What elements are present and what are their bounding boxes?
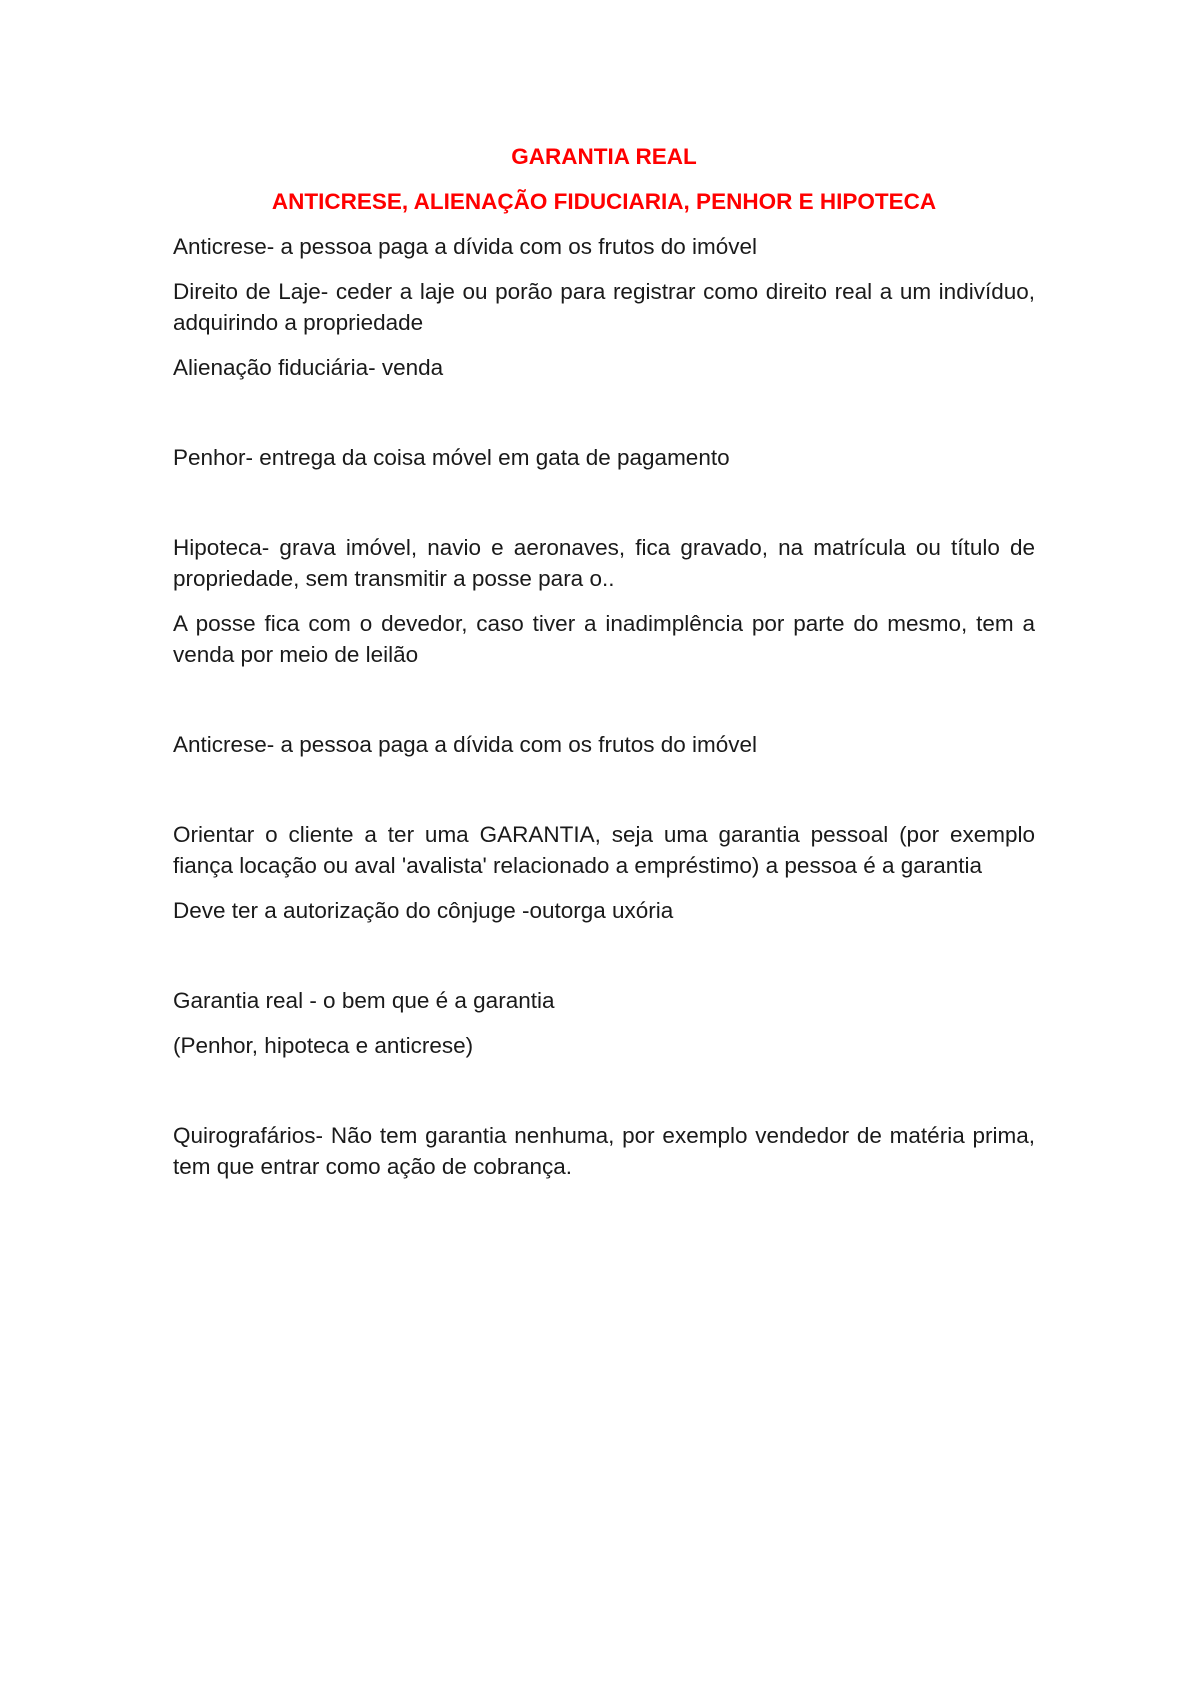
blank-line — [173, 1075, 1035, 1120]
paragraph-hipoteca: Hipoteca- grava imóvel, navio e aeronaves, fica gravado, na matrícula ou título de propriedade, sem transmitir a posse para o.. — [173, 535, 1035, 591]
blank-line — [173, 397, 1035, 442]
paragraph-penhor: Penhor- entrega da coisa móvel em gata de pagamento — [173, 445, 730, 470]
paragraph-anticrese-repeat: Anticrese- a pessoa paga a dívida com os frutos do imóvel — [173, 732, 758, 757]
paragraph-alienacao-fiduciaria: Alienação fiduciária- venda — [173, 355, 444, 380]
blank-line — [173, 684, 1035, 729]
paragraph-direito-de-laje: Direito de Laje- ceder a laje ou porão para registrar como direito real a um indivíduo, adquirindo a propriedade — [173, 279, 1035, 335]
paragraph-quirografarios: Quirografários- Não tem garantia nenhuma, por exemplo vendedor de matéria prima, tem que entrar como ação de cobrança. — [173, 1123, 1035, 1179]
paragraph-autorizacao-conjuge: Deve ter a autorização do cônjuge -outorga uxória — [173, 898, 674, 923]
paragraph-anticrese: Anticrese- a pessoa paga a dívida com os frutos do imóvel — [173, 234, 758, 259]
paragraph-posse: A posse fica com o devedor, caso tiver a inadimplência por parte do mesmo, tem a venda por meio de leilão — [173, 611, 1035, 667]
document-title: GARANTIA REAL — [511, 144, 697, 169]
paragraph-garantia-real-examples: (Penhor, hipoteca e anticrese) — [173, 1033, 474, 1058]
document-body — [173, 141, 1035, 1196]
paragraph-garantia-real: Garantia real - o bem que é a garantia — [173, 988, 555, 1013]
blank-line — [173, 940, 1035, 985]
blank-line — [173, 487, 1035, 532]
document-subtitle: ANTICRESE, ALIENAÇÃO FIDUCIARIA, PENHOR E HIPOTECA — [271, 189, 937, 214]
blank-line — [173, 774, 1035, 819]
paragraph-orientar-cliente: Orientar o cliente a ter uma GARANTIA, seja uma garantia pessoal (por exemplo fiança locação ou aval 'avalista' relacionado a empréstimo) a pessoa é a garantia — [173, 822, 1035, 878]
